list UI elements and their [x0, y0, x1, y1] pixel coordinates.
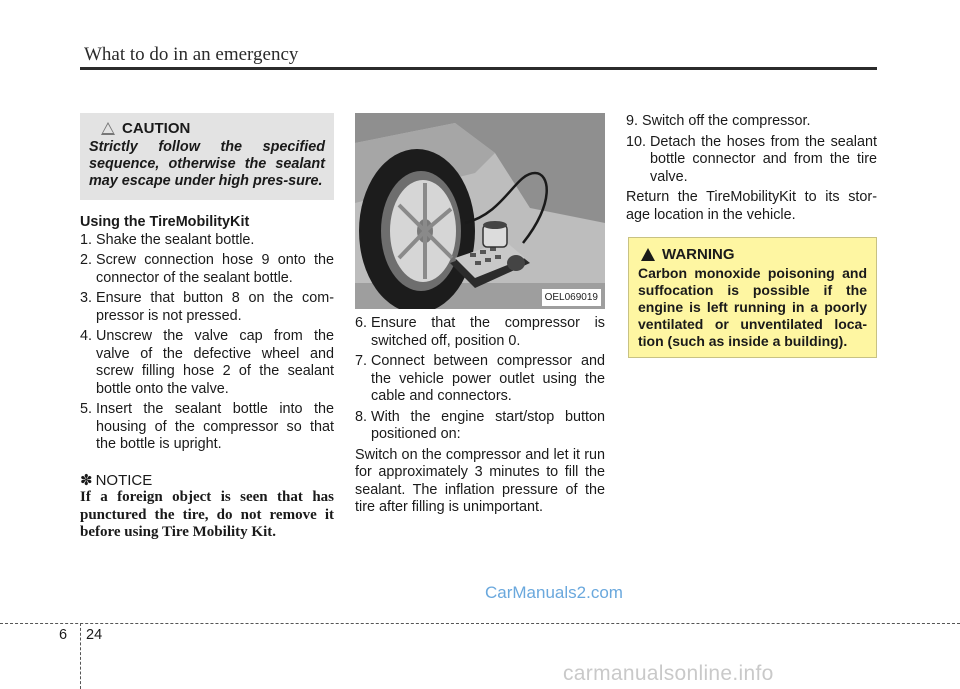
step-number: 8.	[355, 408, 368, 425]
warning-heading	[641, 246, 867, 264]
step-text: Insert the sealant bottle into the housing of the compressor so that the bottle is upright.	[96, 401, 334, 452]
step-text: Detach the hoses from the sealant bottle connector and from the tire valve.	[650, 133, 877, 185]
step-item	[80, 290, 334, 325]
column-1	[80, 113, 334, 542]
step-item	[626, 134, 877, 187]
step-number: 4.	[80, 328, 93, 344]
header-rule	[80, 67, 877, 70]
step-number: 6.	[355, 315, 368, 331]
step-item	[80, 401, 334, 454]
site-footer-watermark: carmanualsonline.info	[563, 662, 774, 685]
step-number: 1.	[80, 231, 93, 248]
step-item	[80, 252, 334, 287]
section-heading: Using the TireMobilityKit	[80, 214, 250, 230]
step-text: Screw connection hose 9 onto the connector of the sealant bottle.	[96, 252, 334, 286]
step-text: With the engine start/stop button positioned on:	[371, 408, 605, 442]
tire-compressor-illustration-icon	[355, 113, 605, 309]
notice-star-icon: ✽	[80, 471, 93, 489]
page-header-title: What to do in an emergency	[84, 44, 299, 65]
warning-text: Carbon monoxide poisoning and suffocation is possible if the engine is left running in a poorly ventilated or unventilated loca-tion (such as inside a building).	[638, 264, 867, 349]
return-paragraph: Return the TireMobilityKit to its stor-age location in the vehicle.	[626, 189, 877, 223]
step-text: Connect between compressor and the vehicle power outlet using the cable and connectors.	[371, 353, 605, 404]
figure-caption: OEL069019	[542, 289, 601, 307]
step-number: 7.	[355, 353, 368, 369]
step-text: Shake the sealant bottle.	[96, 231, 255, 248]
step-text: Ensure that the compressor is switched off, position 0.	[371, 315, 605, 349]
step-number: 10.	[626, 133, 647, 150]
tire-compressor-figure	[355, 113, 605, 309]
warning-box	[628, 237, 877, 358]
step-item	[626, 113, 877, 131]
footer-divider	[0, 623, 960, 624]
step-number: 3.	[80, 290, 93, 306]
footer-vertical-divider	[80, 623, 81, 689]
step-text: Switch off the compressor.	[642, 113, 811, 129]
step-item	[355, 315, 605, 350]
step-item	[80, 328, 334, 398]
warning-triangle-icon	[641, 248, 655, 261]
caution-box	[80, 113, 334, 200]
step-item	[355, 409, 605, 444]
warning-label: WARNING	[662, 246, 735, 263]
caution-triangle-icon	[101, 122, 115, 135]
chapter-number: 6	[59, 627, 68, 643]
compressor-paragraph: Switch on the compressor and let it run for approximately 3 minutes to fill the sealant. The inflation pressure of the tire after filling is unimportant.	[355, 446, 605, 515]
step-number: 9.	[626, 113, 639, 129]
step-text: Unscrew the valve cap from the valve of the defective wheel and screw filling hose 2 of the sealant bottle onto the valve.	[96, 328, 334, 397]
step-number: 2.	[80, 252, 93, 268]
caution-label: CAUTION	[122, 120, 191, 137]
step-text: Ensure that button 8 on the com-pressor is not pressed.	[96, 290, 334, 324]
caution-heading	[101, 120, 325, 138]
step-number: 5.	[80, 401, 93, 417]
caution-text: Strictly follow the specified sequence, otherwise the sealant may escape under high pres-sure.	[89, 138, 325, 189]
column-3	[626, 113, 877, 358]
notice-label: NOTICE	[95, 471, 153, 489]
step-item	[355, 353, 605, 406]
column-2	[355, 113, 605, 517]
notice-heading	[80, 472, 334, 490]
step-item	[80, 232, 334, 250]
page-number: 24	[86, 627, 103, 643]
watermark-link[interactable]: CarManuals2.com	[485, 583, 623, 602]
notice-text: If a foreign object is seen that has punctured the tire, do not remove it before using Tire Mobility Kit.	[80, 489, 334, 540]
